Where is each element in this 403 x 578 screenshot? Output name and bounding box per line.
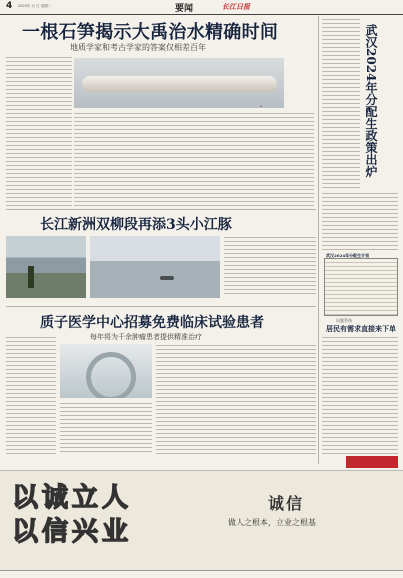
ad-slogan: 做人之根本，立业之根基 [228,518,316,527]
allocation-table [324,258,398,316]
river-photo-1 [6,236,86,298]
side-small-head-1: 问题系统 [336,318,352,323]
proton-center-photo [60,344,152,398]
section-label: 要闻 [175,4,194,14]
side-box-title: 武汉2024年分配生计划 [326,253,370,258]
story1-body-col1 [6,56,72,206]
river-photo-2 [90,236,220,298]
story2-body [224,236,316,296]
stalagmite-photo [74,58,284,108]
side-body-3 [322,336,398,454]
stamp-line-2: 以信兴业 [12,517,133,547]
paper-logo: 长江日报 [222,2,250,11]
integrity-ad [0,470,403,571]
story3-body [156,344,316,454]
side-small-head-2: 居民有需求直接来下单 [326,324,396,333]
story1-headline: 一根石笋揭示大禹治水精确时间 [22,22,279,43]
date-line: 2024年 月 日 星期二 [18,4,52,8]
story3-subhead: 每年将为千余肿瘤患者提供精准治疗 [90,333,202,341]
side-vertical-headline: 武汉2024年分配生政策出炉 [364,24,378,178]
stamp-line-1: 以诚立人 [12,483,133,513]
photo-caption: ▪ [260,104,263,108]
side-body-1 [322,18,360,188]
story3-body-col2 [60,402,152,454]
story3-headline: 质子医学中心招募免费临床试验患者 [40,315,264,331]
story1-subhead: 地质学家和考古学家的答案仅相差百年 [70,43,206,52]
story1-body [74,112,314,206]
side-promo-box [346,456,398,468]
story2-headline: 长江新洲双柳段再添3头小江豚 [40,217,232,233]
page-number: 4 [6,1,13,11]
ad-title: 诚信 [268,494,305,513]
story3-body-col1 [6,336,56,454]
masthead-bar [0,0,403,15]
side-body-2 [322,192,398,250]
